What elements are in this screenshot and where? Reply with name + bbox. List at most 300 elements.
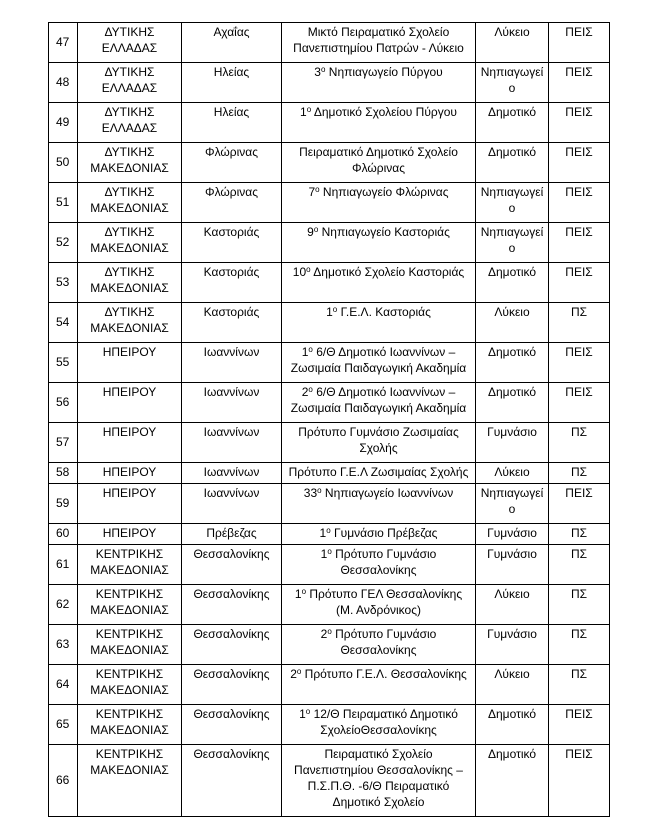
region-line: ΜΑΚΕΔΟΝΙΑΣ bbox=[90, 201, 169, 215]
school-type: ΠΣ bbox=[570, 465, 588, 479]
school-type: ΠΣ bbox=[570, 627, 588, 641]
school-name-text: 3 bbox=[314, 65, 321, 79]
prefecture-cell bbox=[182, 63, 282, 103]
region-line: ΜΑΚΕΔΟΝΙΑΣ bbox=[90, 281, 169, 295]
region-line: ΔΥΤΙΚΗΣ bbox=[104, 225, 155, 239]
level-line: ο bbox=[508, 201, 516, 215]
row-number: 65 bbox=[56, 716, 70, 731]
ordinal-superscript: ο bbox=[320, 65, 326, 74]
school-name-text: (Μ. Ανδρόνικος) bbox=[336, 603, 421, 617]
level-line: Δημοτικό bbox=[487, 385, 537, 399]
school-cell bbox=[282, 423, 476, 463]
school-name-line bbox=[288, 144, 469, 160]
school-name-text: Μικτό Πειραματικό Σχολείο bbox=[307, 25, 450, 39]
school-type: ΠΕΙΣ bbox=[565, 185, 593, 199]
school-name-line bbox=[288, 424, 469, 440]
level-cell bbox=[476, 303, 549, 343]
table-row bbox=[49, 423, 610, 463]
level-line: Δημοτικό bbox=[487, 707, 537, 721]
school-name-text: ΣχολείοΘεσσαλονίκης bbox=[320, 723, 437, 737]
school-name-line bbox=[288, 485, 469, 501]
row-number: 59 bbox=[56, 495, 70, 510]
table-row bbox=[49, 745, 610, 817]
level-cell bbox=[476, 343, 549, 383]
level-line: Νηπιαγωγεί bbox=[480, 185, 544, 199]
row-number: 51 bbox=[56, 194, 70, 209]
row-number: 52 bbox=[56, 234, 70, 249]
school-name-line bbox=[288, 304, 469, 320]
prefecture-cell bbox=[182, 665, 282, 705]
region-cell bbox=[78, 524, 182, 545]
row-number-cell bbox=[49, 63, 78, 103]
school-name-text: Ζωσιμαία Παιδαγωγική Ακαδημία bbox=[290, 361, 467, 375]
school-name-text: Πειραματικό Σχολείο bbox=[324, 747, 433, 761]
level-cell bbox=[476, 23, 549, 63]
prefecture-name: Καστοριάς bbox=[203, 225, 260, 239]
school-name-text: Πανεπιστημίου Πατρών - Λύκειο bbox=[293, 41, 464, 55]
row-number-cell bbox=[49, 745, 78, 817]
level-line: Νηπιαγωγεί bbox=[480, 225, 544, 239]
region-line: ΗΠΕΙΡΟΥ bbox=[102, 486, 157, 500]
region-cell bbox=[78, 343, 182, 383]
prefecture-name: Πρέβεζας bbox=[206, 526, 257, 540]
row-number: 56 bbox=[56, 394, 70, 409]
row-number-cell bbox=[49, 383, 78, 423]
region-line: ΗΠΕΙΡΟΥ bbox=[102, 345, 157, 359]
prefecture-name: Ηλείας bbox=[213, 65, 250, 79]
region-cell bbox=[78, 625, 182, 665]
region-cell bbox=[78, 463, 182, 484]
type-cell bbox=[549, 463, 610, 484]
school-name-text: 1 bbox=[319, 526, 327, 540]
region-cell bbox=[78, 183, 182, 223]
prefecture-cell bbox=[182, 423, 282, 463]
row-number-cell bbox=[49, 484, 78, 524]
school-name-line bbox=[288, 626, 469, 642]
school-name-line bbox=[288, 24, 469, 40]
school-cell bbox=[282, 303, 476, 343]
school-name-text: Θεσσαλονίκης bbox=[340, 643, 417, 657]
school-name-line bbox=[288, 586, 469, 602]
level-line: ο bbox=[508, 241, 516, 255]
level-cell bbox=[476, 484, 549, 524]
school-name-line bbox=[288, 224, 469, 240]
school-type: ΠΕΙΣ bbox=[565, 486, 593, 500]
type-cell bbox=[549, 63, 610, 103]
type-cell bbox=[549, 223, 610, 263]
region-line: ΔΥΤΙΚΗΣ bbox=[104, 145, 155, 159]
table-row bbox=[49, 23, 610, 63]
schools-table-body bbox=[49, 23, 610, 817]
row-number: 55 bbox=[56, 354, 70, 369]
type-cell bbox=[549, 705, 610, 745]
table-row bbox=[49, 183, 610, 223]
school-name-text: Δημοτικό Σχολείο bbox=[332, 795, 425, 809]
prefecture-name: Θεσσαλονίκης bbox=[193, 707, 270, 721]
school-type: ΠΕΙΣ bbox=[565, 25, 593, 39]
prefecture-name: Ηλείας bbox=[213, 105, 250, 119]
table-row bbox=[49, 383, 610, 423]
school-name-text: Θεσσαλονίκης bbox=[340, 563, 417, 577]
row-number-cell bbox=[49, 343, 78, 383]
school-name-line bbox=[288, 184, 469, 200]
level-line: ο bbox=[508, 502, 516, 516]
level-cell bbox=[476, 183, 549, 223]
school-name-text: Σχολής bbox=[359, 441, 398, 455]
table-row bbox=[49, 463, 610, 484]
school-name-text: 33 bbox=[303, 486, 318, 500]
type-cell bbox=[549, 303, 610, 343]
row-number-cell bbox=[49, 463, 78, 484]
school-type: ΠΣ bbox=[570, 526, 588, 540]
school-name-text: Δημοτικό Σχολείου Πύργου bbox=[311, 105, 457, 119]
region-line: ΜΑΚΕΔΟΝΙΑΣ bbox=[90, 241, 169, 255]
table-row bbox=[49, 143, 610, 183]
school-name-line bbox=[288, 440, 469, 456]
type-cell bbox=[549, 625, 610, 665]
row-number: 49 bbox=[56, 114, 70, 129]
school-name-line bbox=[288, 602, 469, 618]
level-line: Γυμνάσιο bbox=[487, 526, 537, 540]
school-type: ΠΣ bbox=[570, 547, 588, 561]
row-number-cell bbox=[49, 545, 78, 585]
school-name-text: Ζωσιμαία Παιδαγωγική Ακαδημία bbox=[290, 401, 467, 415]
region-cell bbox=[78, 223, 182, 263]
school-type: ΠΕΙΣ bbox=[565, 345, 593, 359]
region-cell bbox=[78, 23, 182, 63]
school-cell bbox=[282, 263, 476, 303]
school-name-line bbox=[288, 104, 469, 120]
school-name-text: 1 bbox=[294, 587, 302, 601]
level-line: Δημοτικό bbox=[487, 105, 537, 119]
ordinal-superscript: ο bbox=[313, 225, 319, 234]
region-line: ΜΑΚΕΔΟΝΙΑΣ bbox=[90, 563, 169, 577]
region-line: ΕΛΛΑΔΑΣ bbox=[101, 81, 158, 95]
school-name-text: Νηπιαγωγείο Πύργου bbox=[325, 65, 443, 79]
ordinal-superscript: ο bbox=[327, 547, 332, 556]
region-cell bbox=[78, 665, 182, 705]
row-number-cell bbox=[49, 625, 78, 665]
prefecture-cell bbox=[182, 23, 282, 63]
table-row bbox=[49, 484, 610, 524]
table-row bbox=[49, 263, 610, 303]
level-cell bbox=[476, 585, 549, 625]
row-number: 64 bbox=[56, 676, 70, 691]
level-line: ο bbox=[508, 81, 516, 95]
row-number: 47 bbox=[56, 34, 70, 49]
level-line: Νηπιαγωγεί bbox=[480, 65, 544, 79]
level-cell bbox=[476, 143, 549, 183]
school-cell bbox=[282, 665, 476, 705]
school-name-line bbox=[288, 360, 469, 376]
table-row bbox=[49, 343, 610, 383]
row-number-cell bbox=[49, 103, 78, 143]
level-cell bbox=[476, 423, 549, 463]
region-line: ΜΑΚΕΔΟΝΙΑΣ bbox=[90, 763, 169, 777]
ordinal-superscript: ο bbox=[308, 385, 313, 394]
type-cell bbox=[549, 423, 610, 463]
school-name-line bbox=[288, 642, 469, 658]
level-cell bbox=[476, 545, 549, 585]
school-name-text: Πρότυπο Γ.Ε.Λ Ζωσιμαίας Σχολής bbox=[288, 465, 469, 479]
school-cell bbox=[282, 585, 476, 625]
level-line: Δημοτικό bbox=[487, 747, 537, 761]
school-name-line bbox=[288, 384, 469, 400]
region-line: ΜΑΚΕΔΟΝΙΑΣ bbox=[90, 161, 169, 175]
row-number: 66 bbox=[56, 772, 70, 787]
ordinal-superscript: ο bbox=[301, 587, 307, 596]
region-line: ΚΕΝΤΡΙΚΗΣ bbox=[95, 587, 164, 601]
school-name-text: Πρότυπο Γυμνάσιο bbox=[331, 627, 437, 641]
school-name-line bbox=[288, 160, 469, 176]
prefecture-cell bbox=[182, 343, 282, 383]
school-name-text: 7 bbox=[308, 185, 316, 199]
prefecture-name: Φλώρινας bbox=[205, 185, 258, 199]
table-row bbox=[49, 63, 610, 103]
ordinal-superscript: ο bbox=[315, 185, 320, 194]
prefecture-cell bbox=[182, 545, 282, 585]
row-number-cell bbox=[49, 705, 78, 745]
school-name-text: Γυμνάσιο Πρέβεζας bbox=[330, 526, 438, 540]
school-name-line bbox=[288, 762, 469, 778]
prefecture-name: Ιωαννίνων bbox=[203, 425, 260, 439]
school-name-line bbox=[288, 722, 469, 738]
school-type: ΠΕΙΣ bbox=[565, 65, 593, 79]
region-line: ΔΥΤΙΚΗΣ bbox=[104, 185, 155, 199]
prefecture-name: Θεσσαλονίκης bbox=[193, 587, 270, 601]
school-name-text: Γ.Ε.Λ. Καστοριάς bbox=[337, 305, 431, 319]
prefecture-name: Θεσσαλονίκης bbox=[193, 547, 270, 561]
school-cell bbox=[282, 343, 476, 383]
school-name-line bbox=[288, 400, 469, 416]
school-type: ΠΕΙΣ bbox=[565, 385, 593, 399]
school-cell bbox=[282, 484, 476, 524]
school-name-text: Νηπιαγωγείο Φλώρινας bbox=[319, 185, 449, 199]
school-name-text: 1 bbox=[326, 305, 333, 319]
table-row bbox=[49, 524, 610, 545]
prefecture-cell bbox=[182, 143, 282, 183]
table-row bbox=[49, 545, 610, 585]
level-cell bbox=[476, 745, 549, 817]
region-line: ΚΕΝΤΡΙΚΗΣ bbox=[95, 547, 164, 561]
region-line: ΗΠΕΙΡΟΥ bbox=[102, 425, 157, 439]
type-cell bbox=[549, 183, 610, 223]
school-cell bbox=[282, 223, 476, 263]
region-line: ΗΠΕΙΡΟΥ bbox=[102, 385, 157, 399]
school-type: ΠΕΙΣ bbox=[565, 707, 593, 721]
schools-table bbox=[48, 22, 610, 817]
row-number-cell bbox=[49, 665, 78, 705]
ordinal-superscript: ο bbox=[332, 305, 338, 314]
prefecture-name: Ιωαννίνων bbox=[203, 486, 260, 500]
region-line: ΜΑΚΕΔΟΝΙΑΣ bbox=[90, 603, 169, 617]
ordinal-superscript: ο bbox=[326, 526, 331, 535]
type-cell bbox=[549, 665, 610, 705]
prefecture-name: Ιωαννίνων bbox=[203, 345, 260, 359]
row-number: 60 bbox=[56, 526, 70, 540]
row-number-cell bbox=[49, 585, 78, 625]
row-number: 57 bbox=[56, 434, 70, 449]
school-name-line bbox=[288, 40, 469, 56]
level-cell bbox=[476, 625, 549, 665]
prefecture-name: Καστοριάς bbox=[203, 305, 260, 319]
prefecture-name: Ιωαννίνων bbox=[203, 465, 260, 479]
region-line: ΗΠΕΙΡΟΥ bbox=[102, 526, 157, 540]
table-row bbox=[49, 625, 610, 665]
school-cell bbox=[282, 63, 476, 103]
level-line: Γυμνάσιο bbox=[487, 425, 537, 439]
prefecture-cell bbox=[182, 103, 282, 143]
prefecture-cell bbox=[182, 524, 282, 545]
school-name-text: 6/Θ Δημοτικό Ιωαννίνων – bbox=[312, 385, 456, 399]
level-line: Δημοτικό bbox=[487, 145, 537, 159]
school-name-text: 1 bbox=[300, 105, 307, 119]
prefecture-cell bbox=[182, 625, 282, 665]
row-number-cell bbox=[49, 423, 78, 463]
school-name-text: Πανεπιστημίου Θεσσαλονίκης – bbox=[294, 763, 463, 777]
region-cell bbox=[78, 303, 182, 343]
prefecture-name: Φλώρινας bbox=[205, 145, 258, 159]
school-name-text: 1 bbox=[320, 547, 328, 561]
school-cell bbox=[282, 23, 476, 63]
prefecture-cell bbox=[182, 263, 282, 303]
row-number: 62 bbox=[56, 596, 70, 611]
school-cell bbox=[282, 524, 476, 545]
school-type: ΠΕΙΣ bbox=[565, 265, 593, 279]
row-number: 53 bbox=[56, 274, 70, 289]
table-row bbox=[49, 103, 610, 143]
row-number: 63 bbox=[56, 636, 70, 651]
school-cell bbox=[282, 183, 476, 223]
table-row bbox=[49, 303, 610, 343]
school-name-text: 2 bbox=[301, 385, 309, 399]
level-line: Νηπιαγωγεί bbox=[480, 486, 544, 500]
school-name-text: 2 bbox=[320, 627, 328, 641]
school-name-text: Φλώρινας bbox=[352, 161, 405, 175]
prefecture-name: Θεσσαλονίκης bbox=[193, 667, 270, 681]
school-name-text: Δημοτικό Σχολείο Καστοριάς bbox=[310, 265, 465, 279]
region-line: ΚΕΝΤΡΙΚΗΣ bbox=[95, 747, 164, 761]
school-cell bbox=[282, 143, 476, 183]
level-line: Λύκειο bbox=[494, 667, 530, 681]
prefecture-cell bbox=[182, 303, 282, 343]
school-type: ΠΕΙΣ bbox=[565, 145, 593, 159]
row-number-cell bbox=[49, 263, 78, 303]
ordinal-superscript: ο bbox=[308, 345, 313, 354]
prefecture-cell bbox=[182, 383, 282, 423]
type-cell bbox=[549, 484, 610, 524]
level-cell bbox=[476, 705, 549, 745]
school-type: ΠΣ bbox=[570, 587, 588, 601]
row-number-cell bbox=[49, 524, 78, 545]
type-cell bbox=[549, 585, 610, 625]
row-number: 48 bbox=[56, 74, 70, 89]
ordinal-superscript: ο bbox=[296, 667, 302, 676]
region-cell bbox=[78, 263, 182, 303]
type-cell bbox=[549, 23, 610, 63]
prefecture-name: Καστοριάς bbox=[203, 265, 260, 279]
school-name-line bbox=[288, 794, 469, 810]
school-name-line bbox=[288, 64, 469, 80]
level-cell bbox=[476, 223, 549, 263]
school-type: ΠΣ bbox=[570, 305, 588, 319]
type-cell bbox=[549, 745, 610, 817]
ordinal-superscript: ο bbox=[327, 627, 332, 636]
region-line: ΜΑΚΕΔΟΝΙΑΣ bbox=[90, 683, 169, 697]
region-cell bbox=[78, 484, 182, 524]
row-number-cell bbox=[49, 183, 78, 223]
region-cell bbox=[78, 383, 182, 423]
school-type: ΠΕΙΣ bbox=[565, 747, 593, 761]
level-line: Λύκειο bbox=[494, 305, 530, 319]
level-line: Λύκειο bbox=[494, 465, 530, 479]
table-row bbox=[49, 223, 610, 263]
region-cell bbox=[78, 103, 182, 143]
region-cell bbox=[78, 63, 182, 103]
school-name-text: 9 bbox=[307, 225, 314, 239]
school-type: ΠΣ bbox=[570, 667, 588, 681]
level-cell bbox=[476, 665, 549, 705]
row-number: 61 bbox=[56, 556, 70, 571]
prefecture-cell bbox=[182, 223, 282, 263]
level-cell bbox=[476, 463, 549, 484]
level-cell bbox=[476, 263, 549, 303]
school-cell bbox=[282, 383, 476, 423]
ordinal-superscript: ο bbox=[317, 486, 322, 495]
level-cell bbox=[476, 524, 549, 545]
level-line: Λύκειο bbox=[494, 587, 530, 601]
school-name-line bbox=[288, 344, 469, 360]
prefecture-cell bbox=[182, 183, 282, 223]
region-line: ΜΑΚΕΔΟΝΙΑΣ bbox=[90, 321, 169, 335]
region-line: ΔΥΤΙΚΗΣ bbox=[104, 105, 155, 119]
region-line: ΚΕΝΤΡΙΚΗΣ bbox=[95, 707, 164, 721]
school-name-text: 12/Θ Πειραματικό Δημοτικό bbox=[310, 707, 458, 721]
type-cell bbox=[549, 103, 610, 143]
type-cell bbox=[549, 143, 610, 183]
school-type: ΠΣ bbox=[570, 425, 588, 439]
school-name-text: Πειραματικό Δημοτικό Σχολείο bbox=[299, 145, 458, 159]
school-name-text: 2 bbox=[290, 667, 297, 681]
type-cell bbox=[549, 383, 610, 423]
row-number-cell bbox=[49, 23, 78, 63]
row-number-cell bbox=[49, 143, 78, 183]
school-name-line bbox=[288, 264, 469, 280]
type-cell bbox=[549, 263, 610, 303]
prefecture-cell bbox=[182, 463, 282, 484]
region-line: ΔΥΤΙΚΗΣ bbox=[104, 305, 155, 319]
school-name-text: Πρότυπο Γ.Ε.Λ. Θεσσαλονίκης bbox=[301, 667, 467, 681]
level-cell bbox=[476, 63, 549, 103]
row-number: 54 bbox=[56, 314, 70, 329]
school-name-text: Πρότυπο ΓΕΛ Θεσσαλονίκης bbox=[306, 587, 463, 601]
region-line: ΔΥΤΙΚΗΣ bbox=[104, 65, 155, 79]
region-cell bbox=[78, 705, 182, 745]
region-cell bbox=[78, 585, 182, 625]
school-name-text: 1 bbox=[299, 707, 306, 721]
school-name-text: Νηπιαγωγείο Ιωαννίνων bbox=[321, 486, 454, 500]
level-line: Γυμνάσιο bbox=[487, 627, 537, 641]
school-name-line bbox=[288, 746, 469, 762]
level-line: Δημοτικό bbox=[487, 345, 537, 359]
region-cell bbox=[78, 423, 182, 463]
prefecture-name: Αχαΐας bbox=[213, 25, 250, 39]
region-line: ΚΕΝΤΡΙΚΗΣ bbox=[95, 627, 164, 641]
school-name-line bbox=[288, 666, 469, 682]
ordinal-superscript: ο bbox=[306, 265, 311, 274]
school-name-text: Νηπιαγωγείο Καστοριάς bbox=[318, 225, 450, 239]
row-number: 50 bbox=[56, 154, 70, 169]
